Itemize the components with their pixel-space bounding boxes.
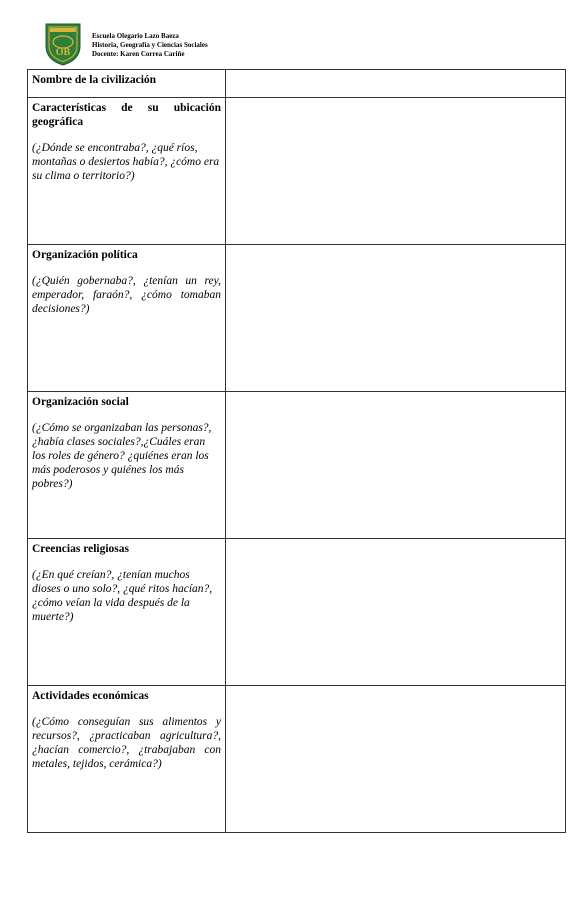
social-title: Organización social [32,396,129,408]
civilization-name-answer-cell[interactable] [226,70,566,98]
school-name: Escuela Olegario Lazo Baeza [92,32,179,40]
economy-title: Actividades económicas [32,690,149,702]
table-row-social [28,392,566,539]
geography-title-line1: Características de su ubicación [32,102,221,114]
religion-prompt: (¿En qué creían?, ¿tenían muchos dioses o uno solo?, ¿qué ritos hacían?, ¿cómo veían la vida después de la muerte?) [32,569,213,623]
crest-initials: OB [55,47,71,58]
table-row-civilization-name [28,70,566,98]
economy-answer-cell[interactable] [226,686,566,833]
table-row-religion [28,539,566,686]
teacher-name: Docente: Karen Correa Cariñe [92,50,185,58]
social-prompt: (¿Cómo se organizaban las personas?, ¿había clases sociales?,¿Cuáles eran los roles de género? ¿quiénes eran los más poderosos y quiénes los más pobres?) [32,422,212,490]
geography-prompt: (¿Dónde se encontraba?, ¿qué ríos, montañas o desiertos había?, ¿cómo era su clima o territorio?) [32,142,220,182]
school-crest-icon [44,22,82,66]
religion-title: Creencias religiosas [32,543,129,555]
political-answer-cell[interactable] [226,245,566,392]
label-cell [28,686,226,833]
religion-answer-cell[interactable] [226,539,566,686]
label-cell [28,70,226,98]
political-title: Organización política [32,249,138,261]
table-row-political [28,245,566,392]
political-prompt: (¿Quién gobernaba?, ¿tenían un rey, emperador, faraón?, ¿cómo tomaban decisiones?) [32,275,221,315]
geography-answer-cell[interactable] [226,98,566,245]
geography-title-line2: geográfica [32,116,84,128]
table-row-economy [28,686,566,833]
social-answer-cell[interactable] [226,392,566,539]
page-header [44,22,444,68]
school-info [92,32,208,59]
label-cell [28,539,226,686]
label-cell [28,245,226,392]
subject-name: Historia, Geografía y Ciencias Sociales [92,41,208,49]
economy-prompt: (¿Cómo conseguían sus alimentos y recursos?, ¿practicaban agricultura?, ¿hacían comercio?, ¿trabajaban con metales, tejidos, cerámica?) [32,716,221,770]
label-cell [28,392,226,539]
civilization-name-label: Nombre de la civilización [32,74,157,86]
table-row-geography [28,98,566,245]
label-cell [28,98,226,245]
civilization-worksheet-table [27,69,566,833]
